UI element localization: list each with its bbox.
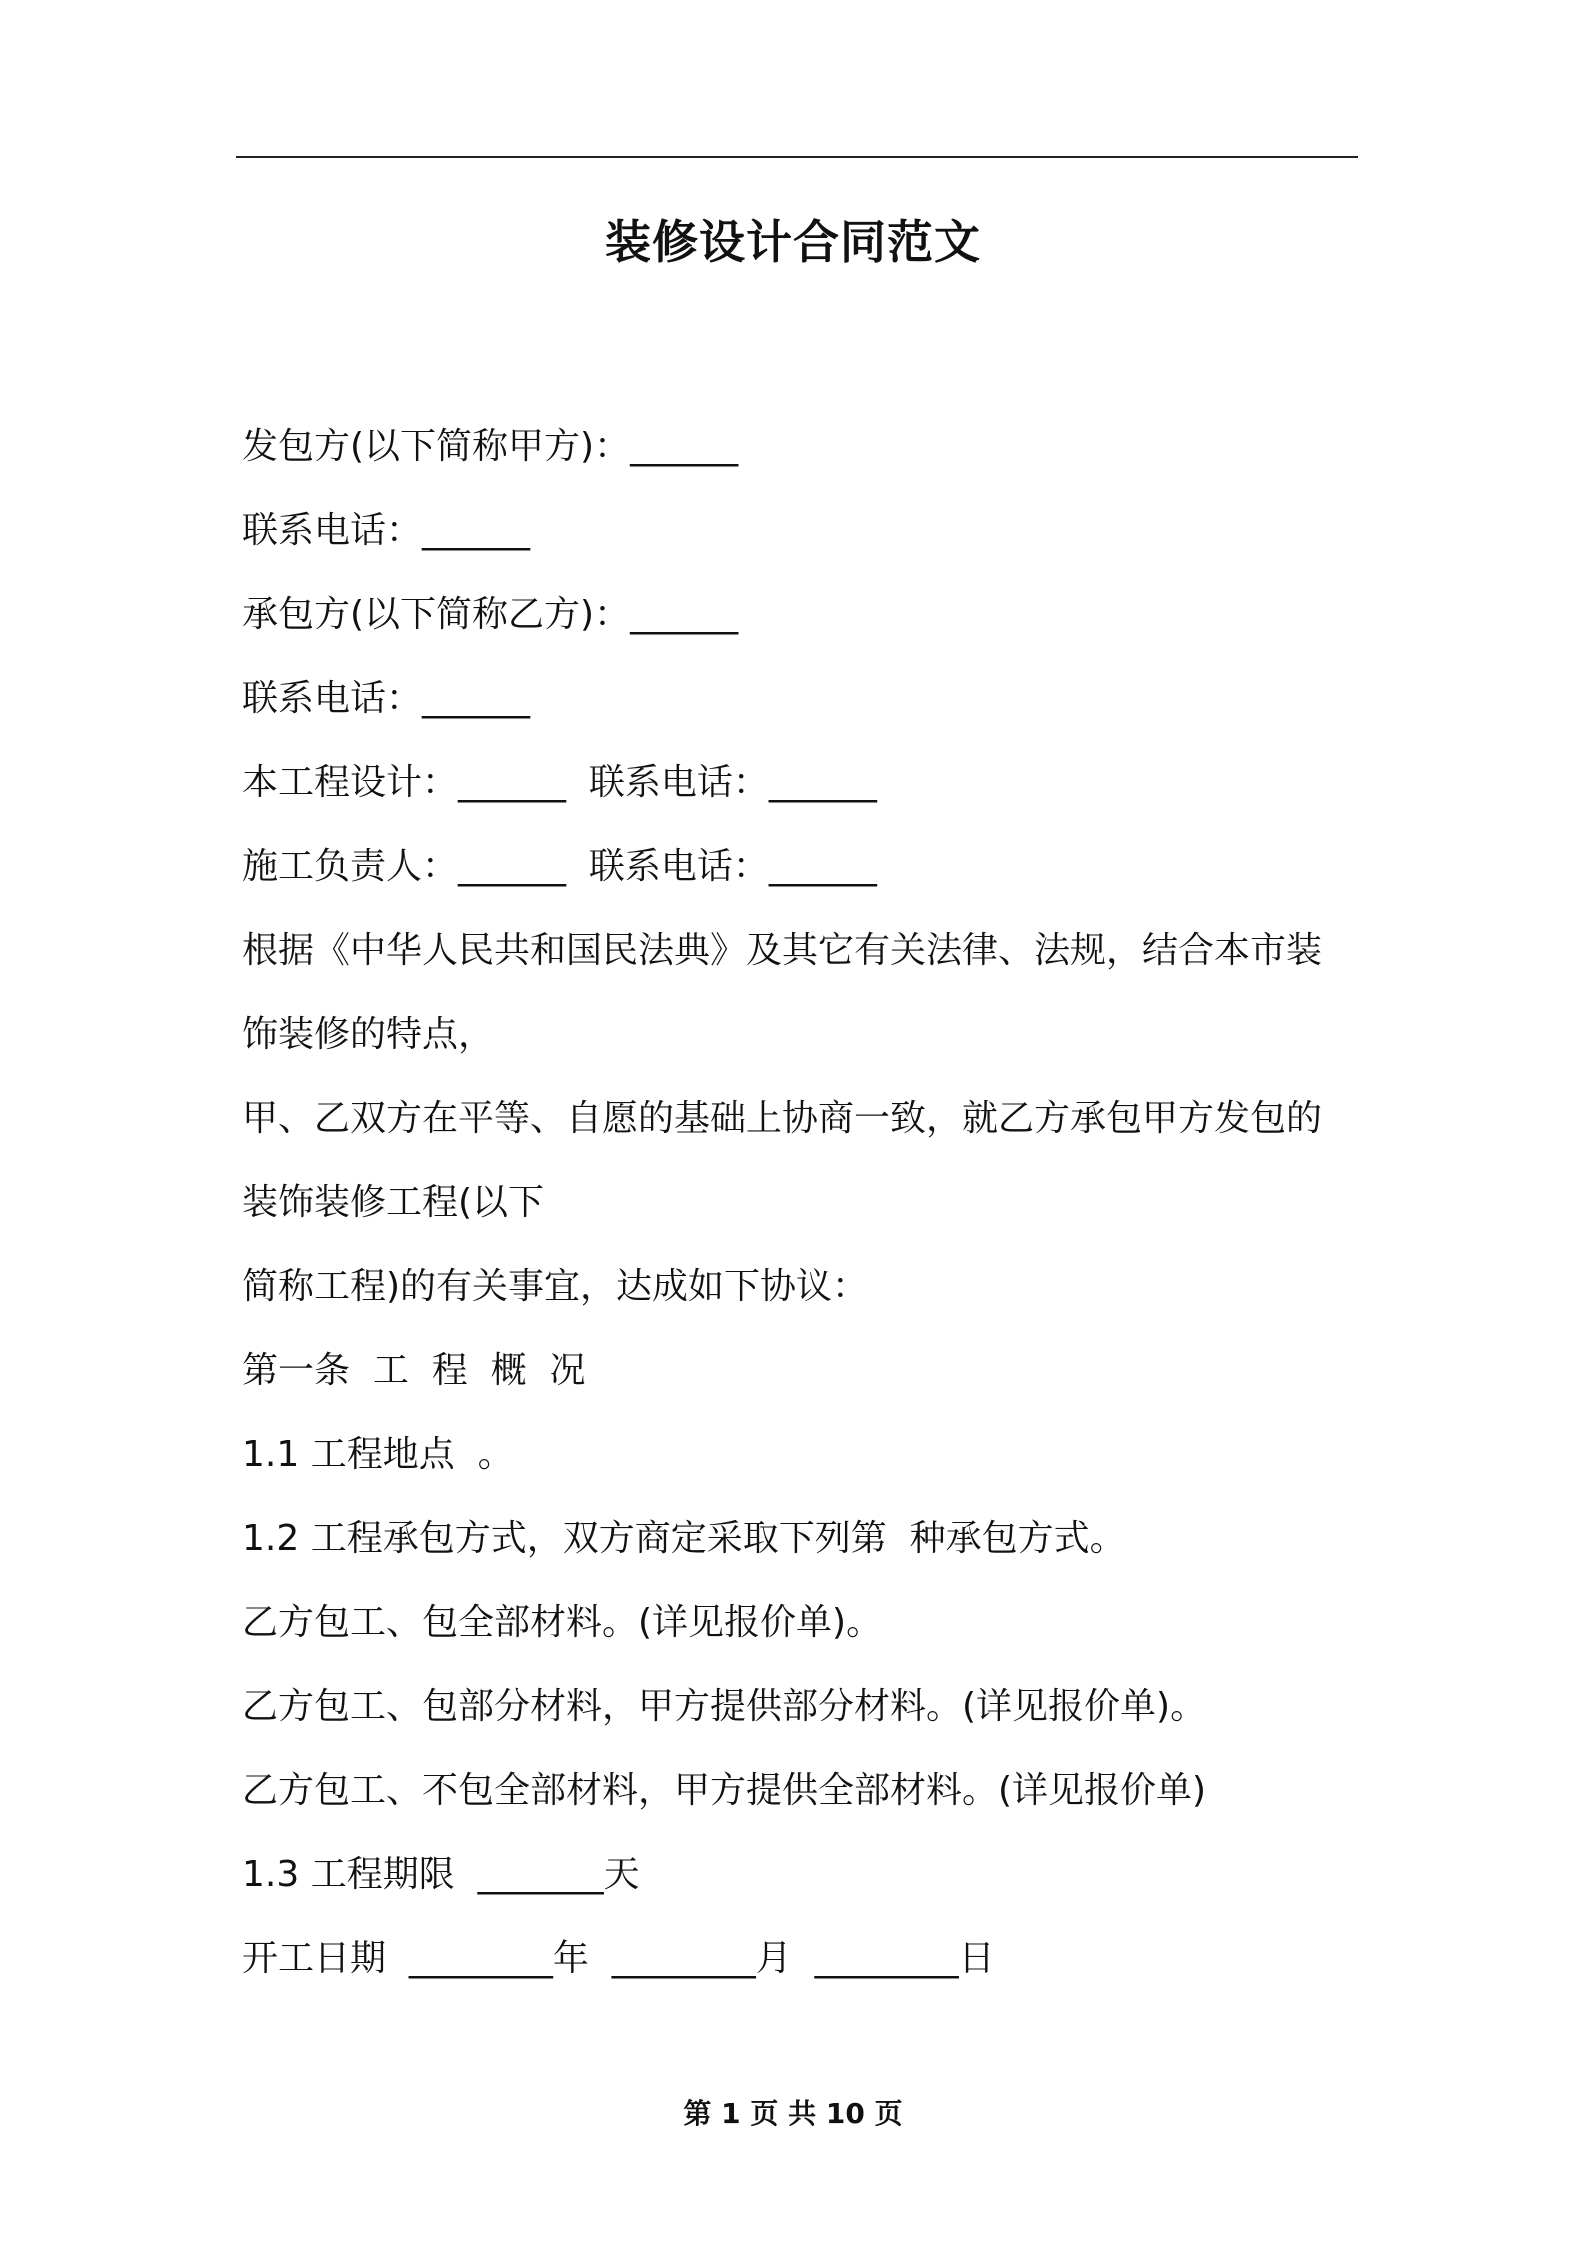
start-date-line: 开工日期 ________年 ________月 ________日 (242, 1938, 995, 1979)
option-line: 乙方包工、包全部材料。(详见报价单)。 (242, 1602, 883, 1643)
construction-lead-line: 施工负责人：______ 联系电话：______ (242, 846, 877, 887)
party-a-line: 发包方(以下简称甲方)：______ (242, 426, 739, 467)
clause-line: 1.2 工程承包方式，双方商定采取下列第 种承包方式。 (242, 1518, 1126, 1559)
article-heading: 第一条 工 程 概 况 (242, 1350, 586, 1391)
preamble-line: 简称工程)的有关事宜，达成如下协议： (242, 1266, 869, 1307)
preamble-line: 装饰装修工程(以下 (242, 1182, 545, 1223)
party-a-phone-line: 联系电话：______ (242, 510, 531, 551)
clause-line: 1.1 工程地点 。 (242, 1434, 514, 1475)
page-footer: 第 1 页 共 10 页 (683, 2097, 903, 2130)
option-line: 乙方包工、不包全部材料，甲方提供全部材料。(详见报价单) (242, 1770, 1207, 1811)
document-title: 装修设计合同范文 (605, 215, 981, 269)
clause-line: 1.3 工程期限 _______天 (242, 1854, 640, 1895)
party-b-line: 承包方(以下简称乙方)：______ (242, 594, 739, 635)
document-body (242, 405, 1362, 2001)
preamble-line: 甲、乙双方在平等、自愿的基础上协商一致，就乙方承包甲方发包的 (242, 1098, 1323, 1139)
designer-line: 本工程设计：______ 联系电话：______ (242, 762, 877, 803)
preamble-line: 根据《中华人民共和国民法典》及其它有关法律、法规，结合本市装 (242, 930, 1323, 971)
party-b-phone-line: 联系电话：______ (242, 678, 531, 719)
preamble-line: 饰装修的特点， (242, 1014, 495, 1055)
option-line: 乙方包工、包部分材料，甲方提供部分材料。(详见报价单)。 (242, 1686, 1207, 1727)
header-rule (236, 156, 1358, 158)
